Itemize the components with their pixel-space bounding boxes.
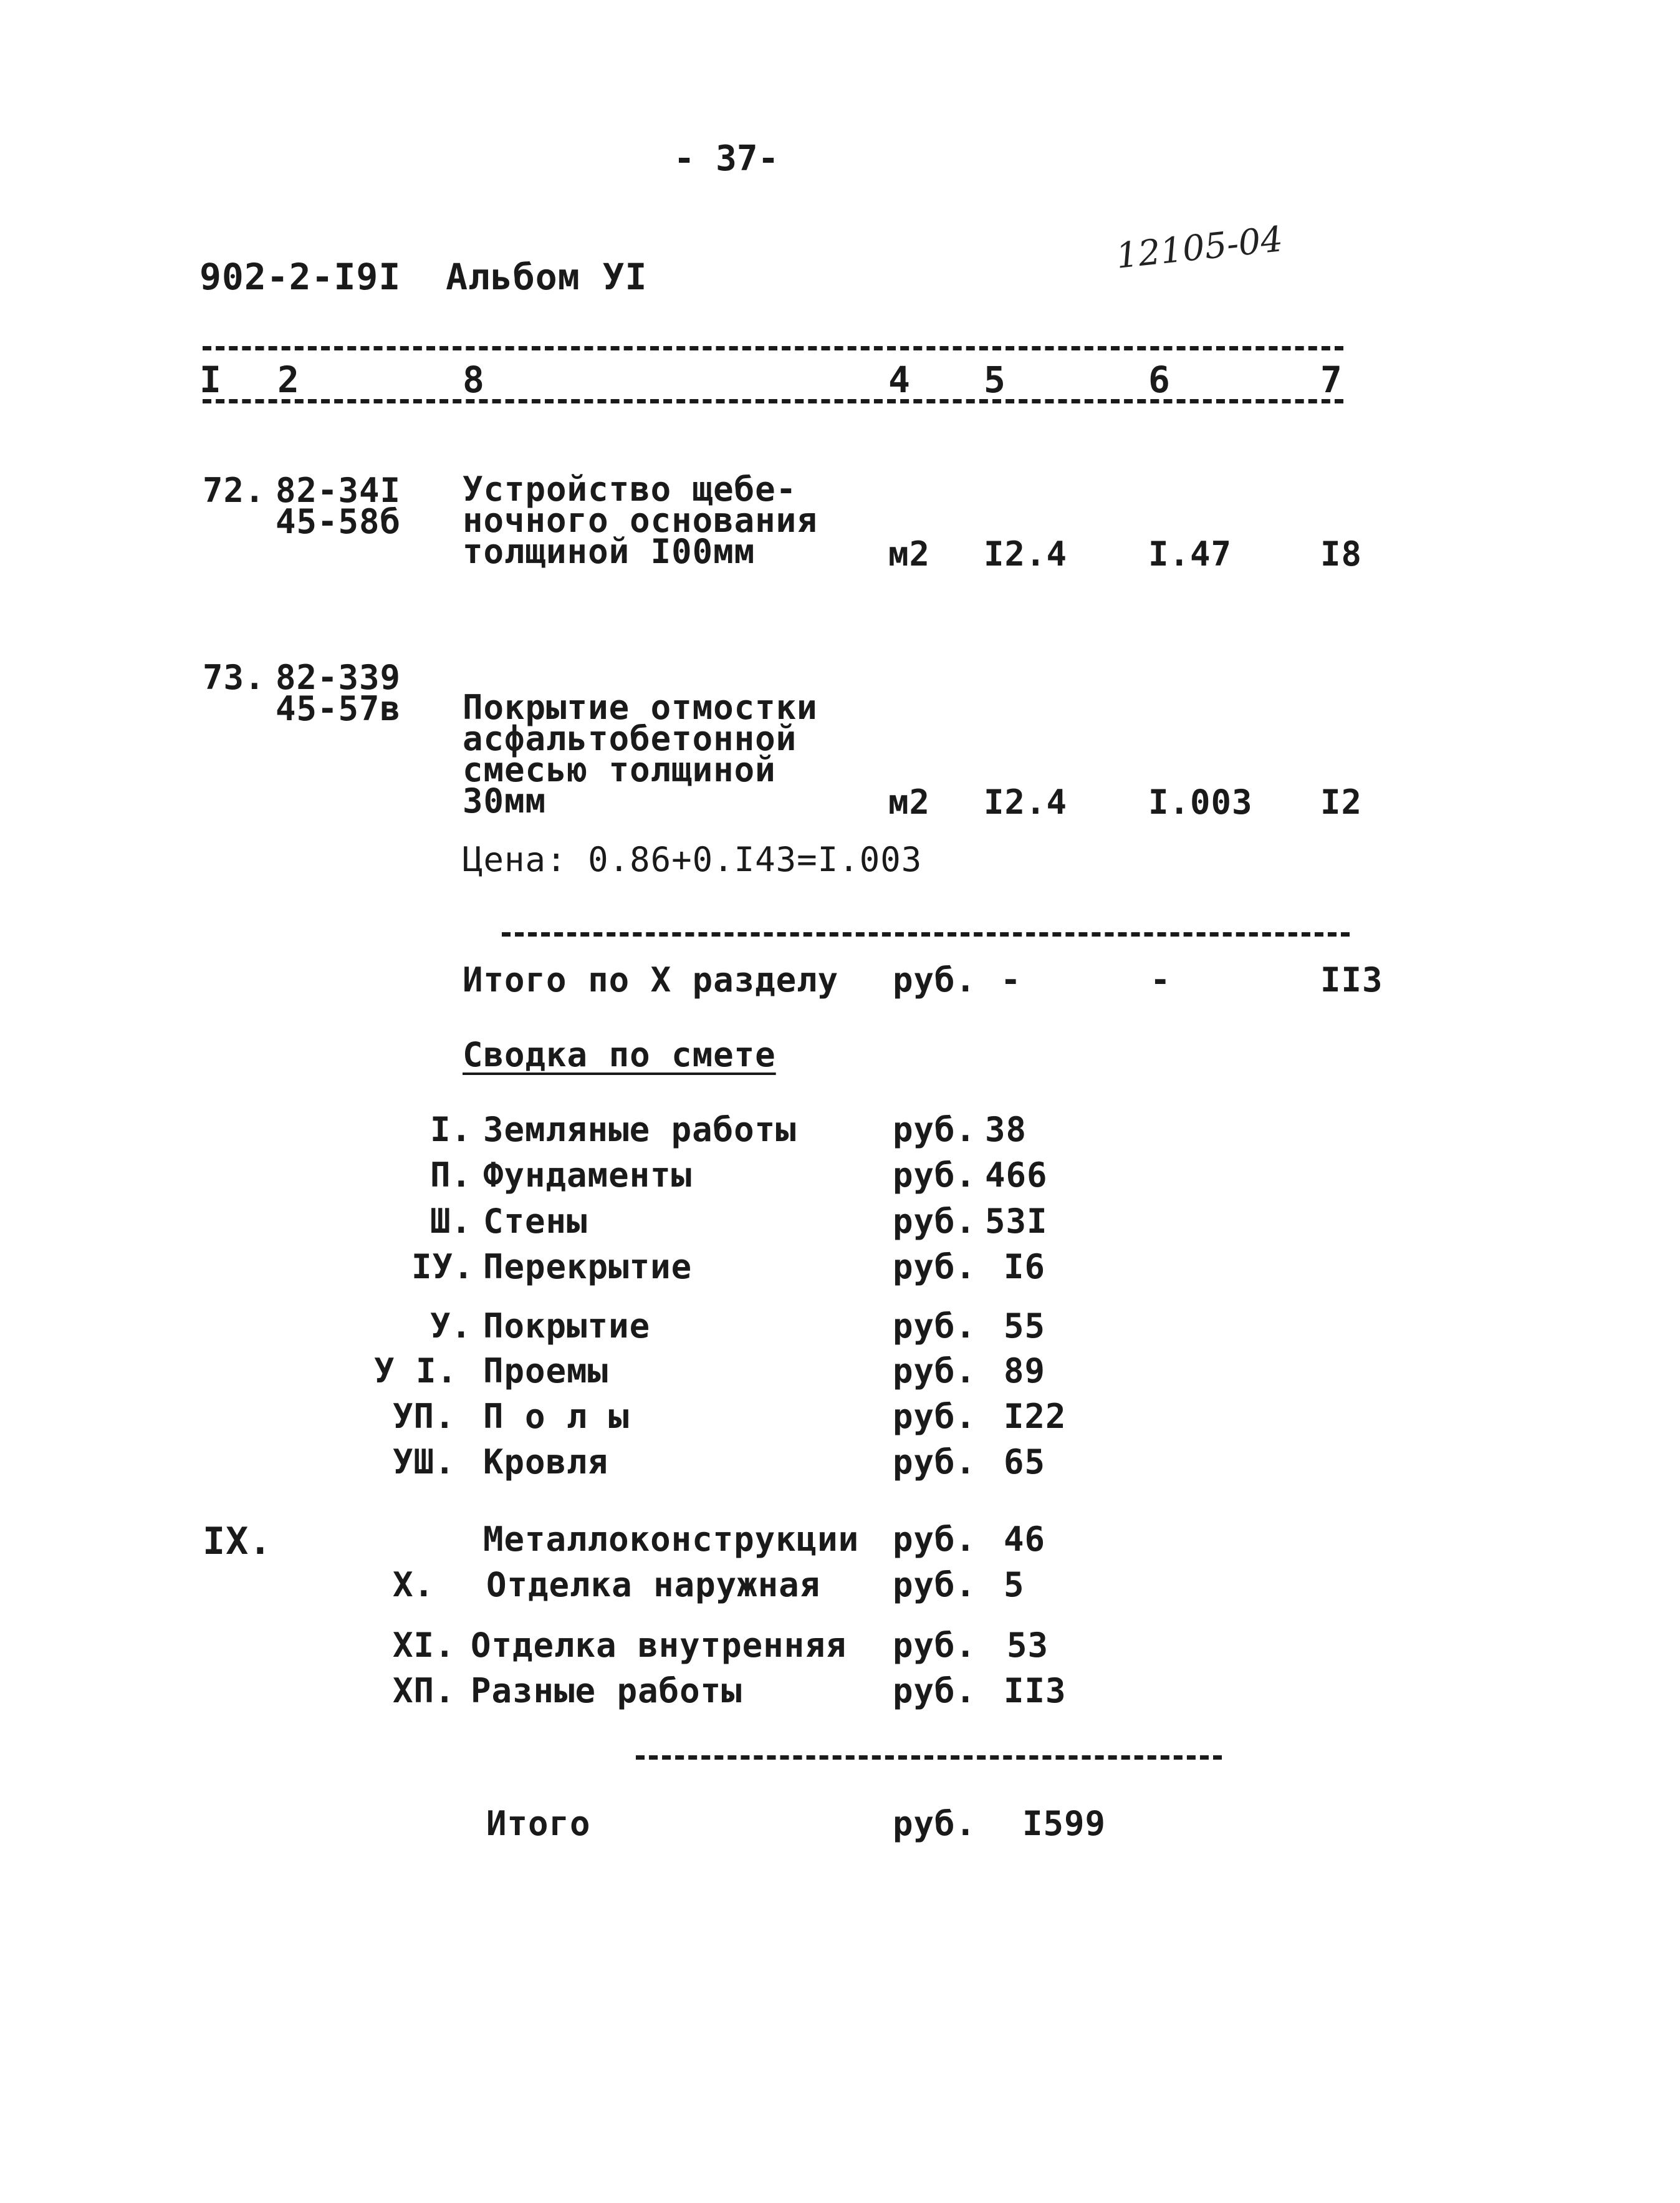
summary-row-value: 38 [985,1110,1027,1149]
summary-row-unit: руб. [893,1351,977,1391]
summary-row-value: 46 [1004,1520,1046,1559]
summary-row-unit: руб. [893,1442,977,1482]
item-unit-price: I.003 [1148,783,1253,822]
summary-row-number: Ш. [430,1202,473,1241]
handwritten-note: 12105-04 [1114,219,1285,277]
summary-row-unit: руб. [893,1520,977,1559]
grand-total-value: I599 [1022,1804,1106,1843]
item-code: 45-58б [276,502,401,541]
header-top-rule [203,346,1343,350]
summary-row-label: Стены [483,1202,588,1241]
document-code: 902-2-I9I Альбом УI [199,256,648,298]
item-description: Устройство щебе- ночного основания толщиной I00мм [463,470,818,571]
item-quantity: I2.4 [984,783,1068,822]
summary-row-label: П о л ы [483,1397,630,1436]
item-number: 72. [203,471,266,510]
summary-row-unit: руб. [893,1155,977,1195]
item-number: 73. [203,658,266,697]
summary-row-unit: руб. [893,1202,977,1241]
item-description: Покрытие отмостки асфальтобетонной смесью толщиной 30мм [463,688,818,821]
section-total-qty: - [1001,960,1022,1000]
summary-row-label: Перекрытие [483,1247,693,1286]
price-note: Цена: 0.86+0.I43=I.003 [463,840,923,879]
summary-row-value: I6 [1004,1247,1046,1286]
summary-row-label: Фундаменты [483,1155,693,1195]
item-code: 82-34I [276,471,401,510]
item-unit-price: I.47 [1148,534,1232,574]
summary-row-value: 53I [985,1202,1048,1241]
summary-row-number: IX. [203,1520,272,1563]
summary-row-number: ХI. [393,1626,456,1665]
column-number: 8 [463,359,484,401]
summary-row-unit: руб. [893,1565,977,1604]
summary-row-number: УП. [393,1397,456,1436]
summary-row-number: У I. [374,1351,458,1391]
item-unit: м2 [888,534,931,574]
summary-row-value: I22 [1004,1397,1067,1436]
column-number: 2 [277,359,299,401]
header-bottom-rule [203,399,1343,403]
summary-row-value: II3 [1004,1671,1067,1710]
summary-row-value: 5 [1004,1565,1025,1604]
item-total: I2 [1320,783,1363,822]
summary-row-number: У. [430,1306,473,1346]
summary-row-number: П. [430,1155,473,1195]
column-number: I [199,359,221,401]
summary-row-value: 466 [985,1155,1048,1195]
summary-row-number: УШ. [393,1442,456,1482]
summary-row-number: Х. [393,1565,435,1604]
column-number: 4 [888,359,910,401]
grand-total-label: Итого [486,1804,591,1843]
summary-row-number: ХП. [393,1671,456,1710]
summary-title: Сводка по смете [463,1035,776,1074]
section-total-label: Итого по Х разделу [463,960,839,1000]
summary-row-value: 55 [1004,1306,1046,1346]
summary-row-label: Разные работы [471,1671,742,1710]
summary-row-value: 53 [1007,1626,1049,1665]
summary-row-label: Земляные работы [483,1110,797,1149]
section-total-value: II3 [1320,960,1383,1000]
column-number: 6 [1148,359,1170,401]
item-unit: м2 [888,783,931,822]
summary-row-label: Металлоконструкции [483,1520,860,1559]
summary-row-label: Отделка наружная [486,1565,821,1604]
grand-total-unit: руб. [893,1804,977,1843]
summary-row-unit: руб. [893,1247,977,1286]
item-code: 82-339 [276,658,401,697]
summary-row-number: IУ. [411,1247,474,1286]
item-total: I8 [1320,534,1363,574]
item-quantity: I2.4 [984,534,1068,574]
summary-row-label: Покрытие [483,1306,651,1346]
summary-row-unit: руб. [893,1397,977,1436]
summary-row-number: I. [430,1110,473,1149]
section-rule [502,932,1350,937]
section-total-price: - [1150,960,1171,1000]
summary-row-value: 65 [1004,1442,1046,1482]
total-rule [636,1755,1222,1760]
summary-row-unit: руб. [893,1671,977,1710]
section-total-unit: руб. [893,960,977,1000]
summary-row-unit: руб. [893,1110,977,1149]
column-number: 7 [1320,359,1342,401]
summary-row-unit: руб. [893,1306,977,1346]
summary-row-label: Проемы [483,1351,609,1391]
summary-row-label: Отделка внутренняя [471,1626,847,1665]
summary-row-unit: руб. [893,1626,977,1665]
page-number: - 37- [673,138,779,179]
summary-row-value: 89 [1004,1351,1046,1391]
column-number: 5 [984,359,1006,401]
summary-row-label: Кровля [483,1442,609,1482]
item-code: 45-57в [276,689,401,728]
